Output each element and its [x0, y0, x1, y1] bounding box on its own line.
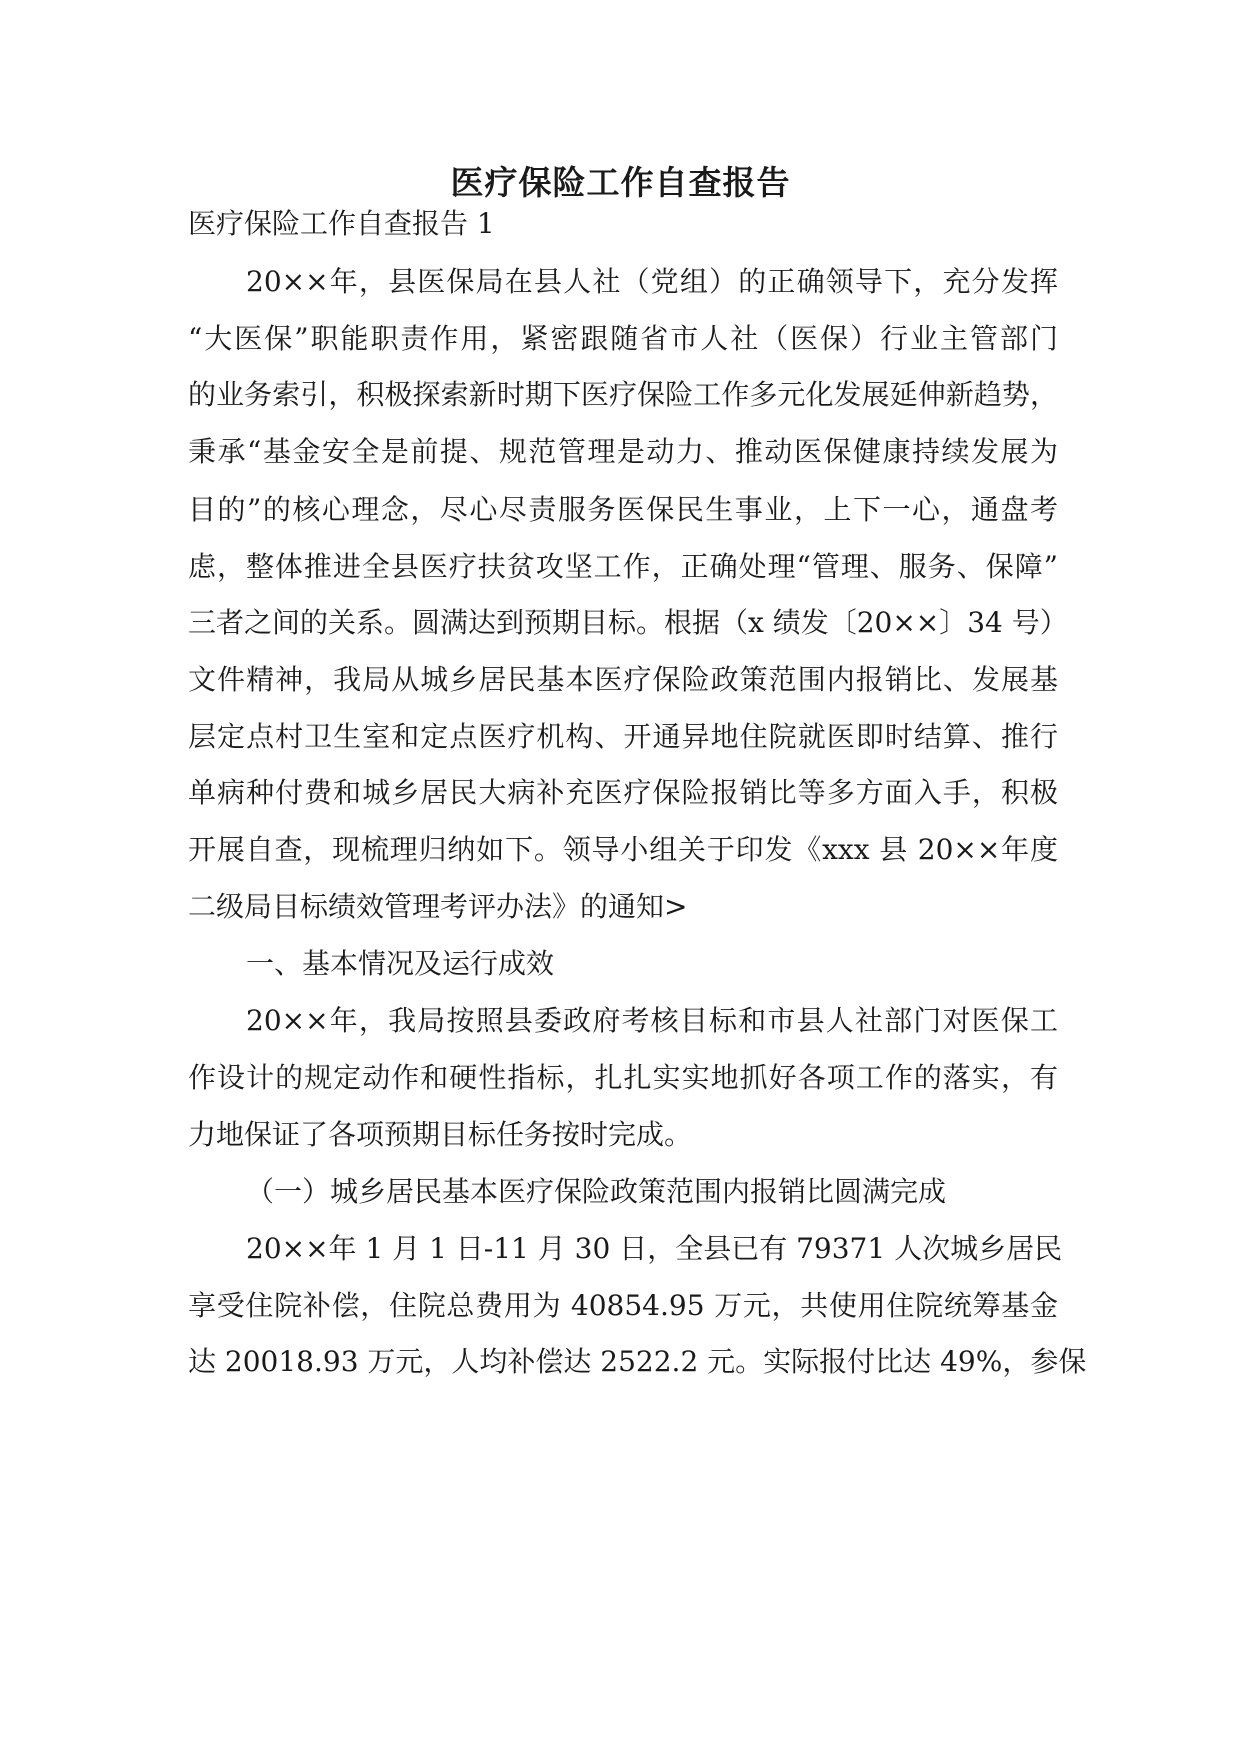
- paragraph-line: 二级局目标绩效管理考评办法》的通知>: [188, 890, 688, 923]
- paragraph-line: 20××年，我局按照县委政府考核目标和市县人社部门对医保工: [246, 1004, 1058, 1037]
- paragraph-line: 达 20018.93 万元，人均补偿达 2522.2 元。实际报付比达 49%，参保: [188, 1345, 1087, 1378]
- paragraph-line: 的业务索引，积极探索新时期下医疗保险工作多元化发展延伸新趋势，: [188, 378, 1058, 411]
- document-subtitle: 医疗保险工作自查报告 1: [188, 207, 495, 240]
- paragraph-line: 虑，整体推进全县医疗扶贫攻坚工作，正确处理“管理、服务、保障”: [188, 550, 1058, 583]
- paragraph-line: 享受住院补偿，住院总费用为 40854.95 万元，共使用住院统筹基金: [188, 1289, 1058, 1322]
- paragraph-line: 文件精神，我局从城乡居民基本医疗保险政策范围内报销比、发展基: [188, 663, 1058, 696]
- paragraph-line: 20××年，县医保局在县人社（党组）的正确领导下，充分发挥: [246, 265, 1058, 298]
- paragraph-line: 单病种付费和城乡居民大病补充医疗保险报销比等多方面入手，积极: [188, 776, 1058, 809]
- paragraph-line: 20××年 1 月 1 日-11 月 30 日，全县已有 79371 人次城乡居民: [246, 1232, 1063, 1265]
- paragraph-line: 作设计的规定动作和硬性指标，扎扎实实地抓好各项工作的落实，有: [188, 1061, 1058, 1094]
- document-title: 医疗保险工作自查报告: [450, 163, 791, 202]
- paragraph-line: 开展自查，现梳理归纳如下。领导小组关于印发《xxx 县 20××年度: [188, 833, 1058, 866]
- paragraph-line: 秉承“基金安全是前提、规范管理是动力、推动医保健康持续发展为: [188, 435, 1058, 468]
- paragraph-line: 三者之间的关系。圆满达到预期目标。根据（x 绩发〔20××〕34 号）: [188, 606, 1068, 639]
- section-heading: 一、基本情况及运行成效: [246, 947, 555, 980]
- paragraph-line: 目的”的核心理念，尽心尽责服务医保民生事业，上下一心，通盘考: [188, 493, 1058, 526]
- subsection-heading: （一）城乡居民基本医疗保险政策范围内报销比圆满完成: [246, 1175, 947, 1208]
- paragraph-line: 层定点村卫生室和定点医疗机构、开通异地住院就医即时结算、推行: [188, 720, 1058, 753]
- paragraph-line: “大医保”职能职责作用，紧密跟随省市人社（医保）行业主管部门: [188, 322, 1058, 355]
- paragraph-line: 力地保证了各项预期目标任务按时完成。: [188, 1118, 693, 1151]
